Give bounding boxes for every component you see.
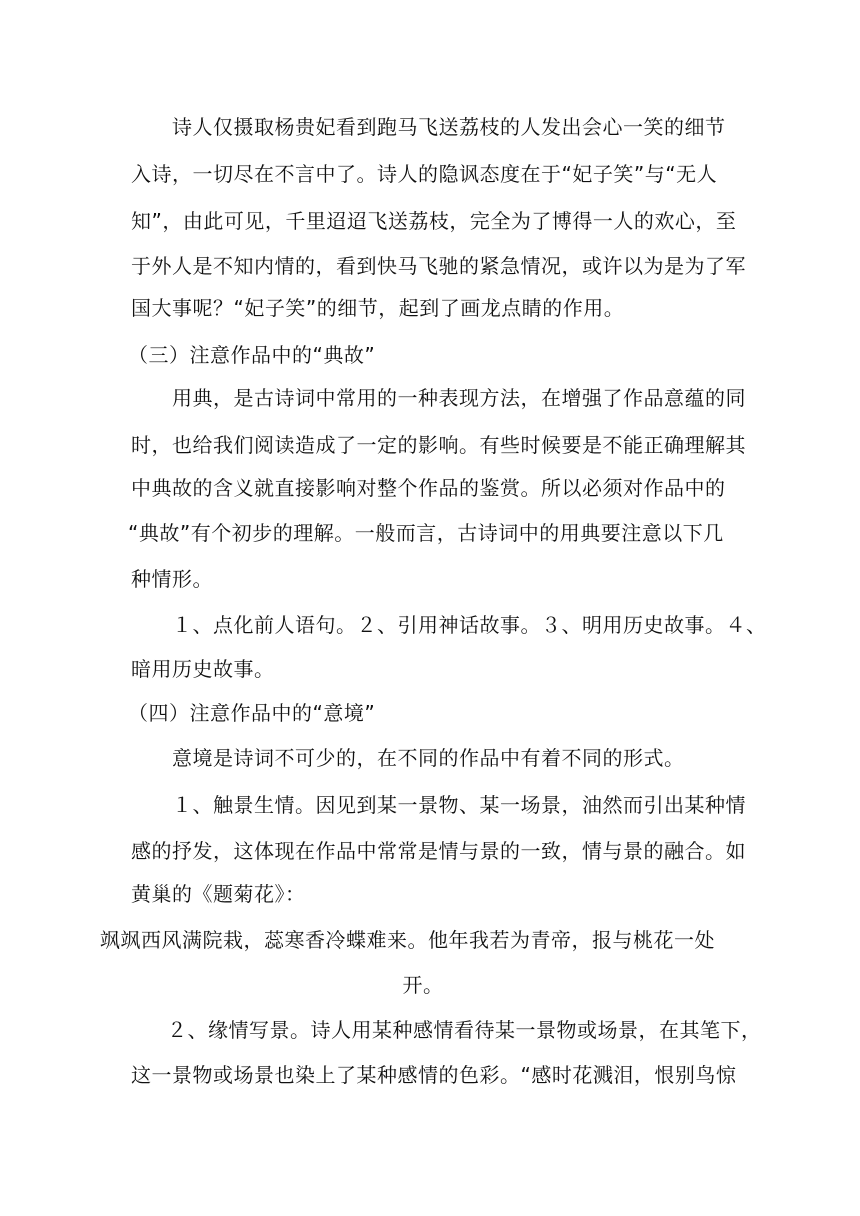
- paragraph-3-line-1: １、点化前人语句。２、引用神话故事。３、明用历史故事。４、: [172, 613, 767, 637]
- paragraph-6-line-1: ２、缘情写景。诗人用某种感情看待某一景物或场景，在其笔下，: [167, 1018, 762, 1042]
- paragraph-1-line-5: 国大事呢？“妃子笑”的细节，起到了画龙点睛的作用。: [131, 296, 625, 320]
- paragraph-2-line-3: 中典故的含义就直接影响对整个作品的鉴赏。所以必须对作品中的: [131, 476, 726, 500]
- paragraph-6-line-2: 这一景物或场景也染上了某种感情的色彩。“感时花溅泪，恨别鸟惊: [131, 1063, 737, 1087]
- section-heading-3: （三）注意作品中的“典故”: [128, 343, 376, 367]
- paragraph-2-line-4: “典故”有个初步的理解。一般而言，古诗词中的用典要注意以下几: [128, 521, 724, 545]
- poem-line-1: 飒飒西风满院栽，蕊寒香冷蝶难来。他年我若为青帝，报与桃花一处: [100, 928, 715, 952]
- paragraph-4: 意境是诗词不可少的，在不同的作品中有着不同的形式。: [172, 746, 685, 770]
- poem-line-2: 开。: [402, 973, 444, 997]
- paragraph-2-line-1: 用典，是古诗词中常用的一种表现方法，在增强了作品意蕴的同: [172, 386, 746, 410]
- paragraph-2-line-5: 种情形。: [131, 567, 213, 591]
- paragraph-1-line-2: 入诗，一切尽在不言中了。诗人的隐讽态度在于“妃子笑”与“无人: [131, 162, 718, 186]
- paragraph-5-line-2: 感的抒发，这体现在作品中常常是情与景的一致，情与景的融合。如: [131, 839, 746, 863]
- paragraph-1-line-1: 诗人仅摄取杨贵妃看到跑马飞送荔枝的人发出会心一笑的细节: [172, 115, 726, 139]
- paragraph-1-line-4: 于外人是不知内情的，看到快马飞驰的紧急情况，或许以为是为了军: [131, 254, 746, 278]
- paragraph-3-line-2: 暗用历史故事。: [131, 657, 275, 681]
- paragraph-5-line-3: 黄巢的《题菊花》：: [131, 882, 306, 906]
- section-heading-4: （四）注意作品中的“意境”: [128, 701, 376, 725]
- paragraph-2-line-2: 时，也给我们阅读造成了一定的影响。有些时候要是不能正确理解其: [131, 433, 746, 457]
- paragraph-1-line-3: 知”，由此可见，千里迢迢飞送荔枝，完全为了博得一人的欢心，至: [131, 209, 737, 233]
- paragraph-5-line-1: １、触景生情。因见到某一景物、某一场景，油然而引出某种情: [172, 793, 746, 817]
